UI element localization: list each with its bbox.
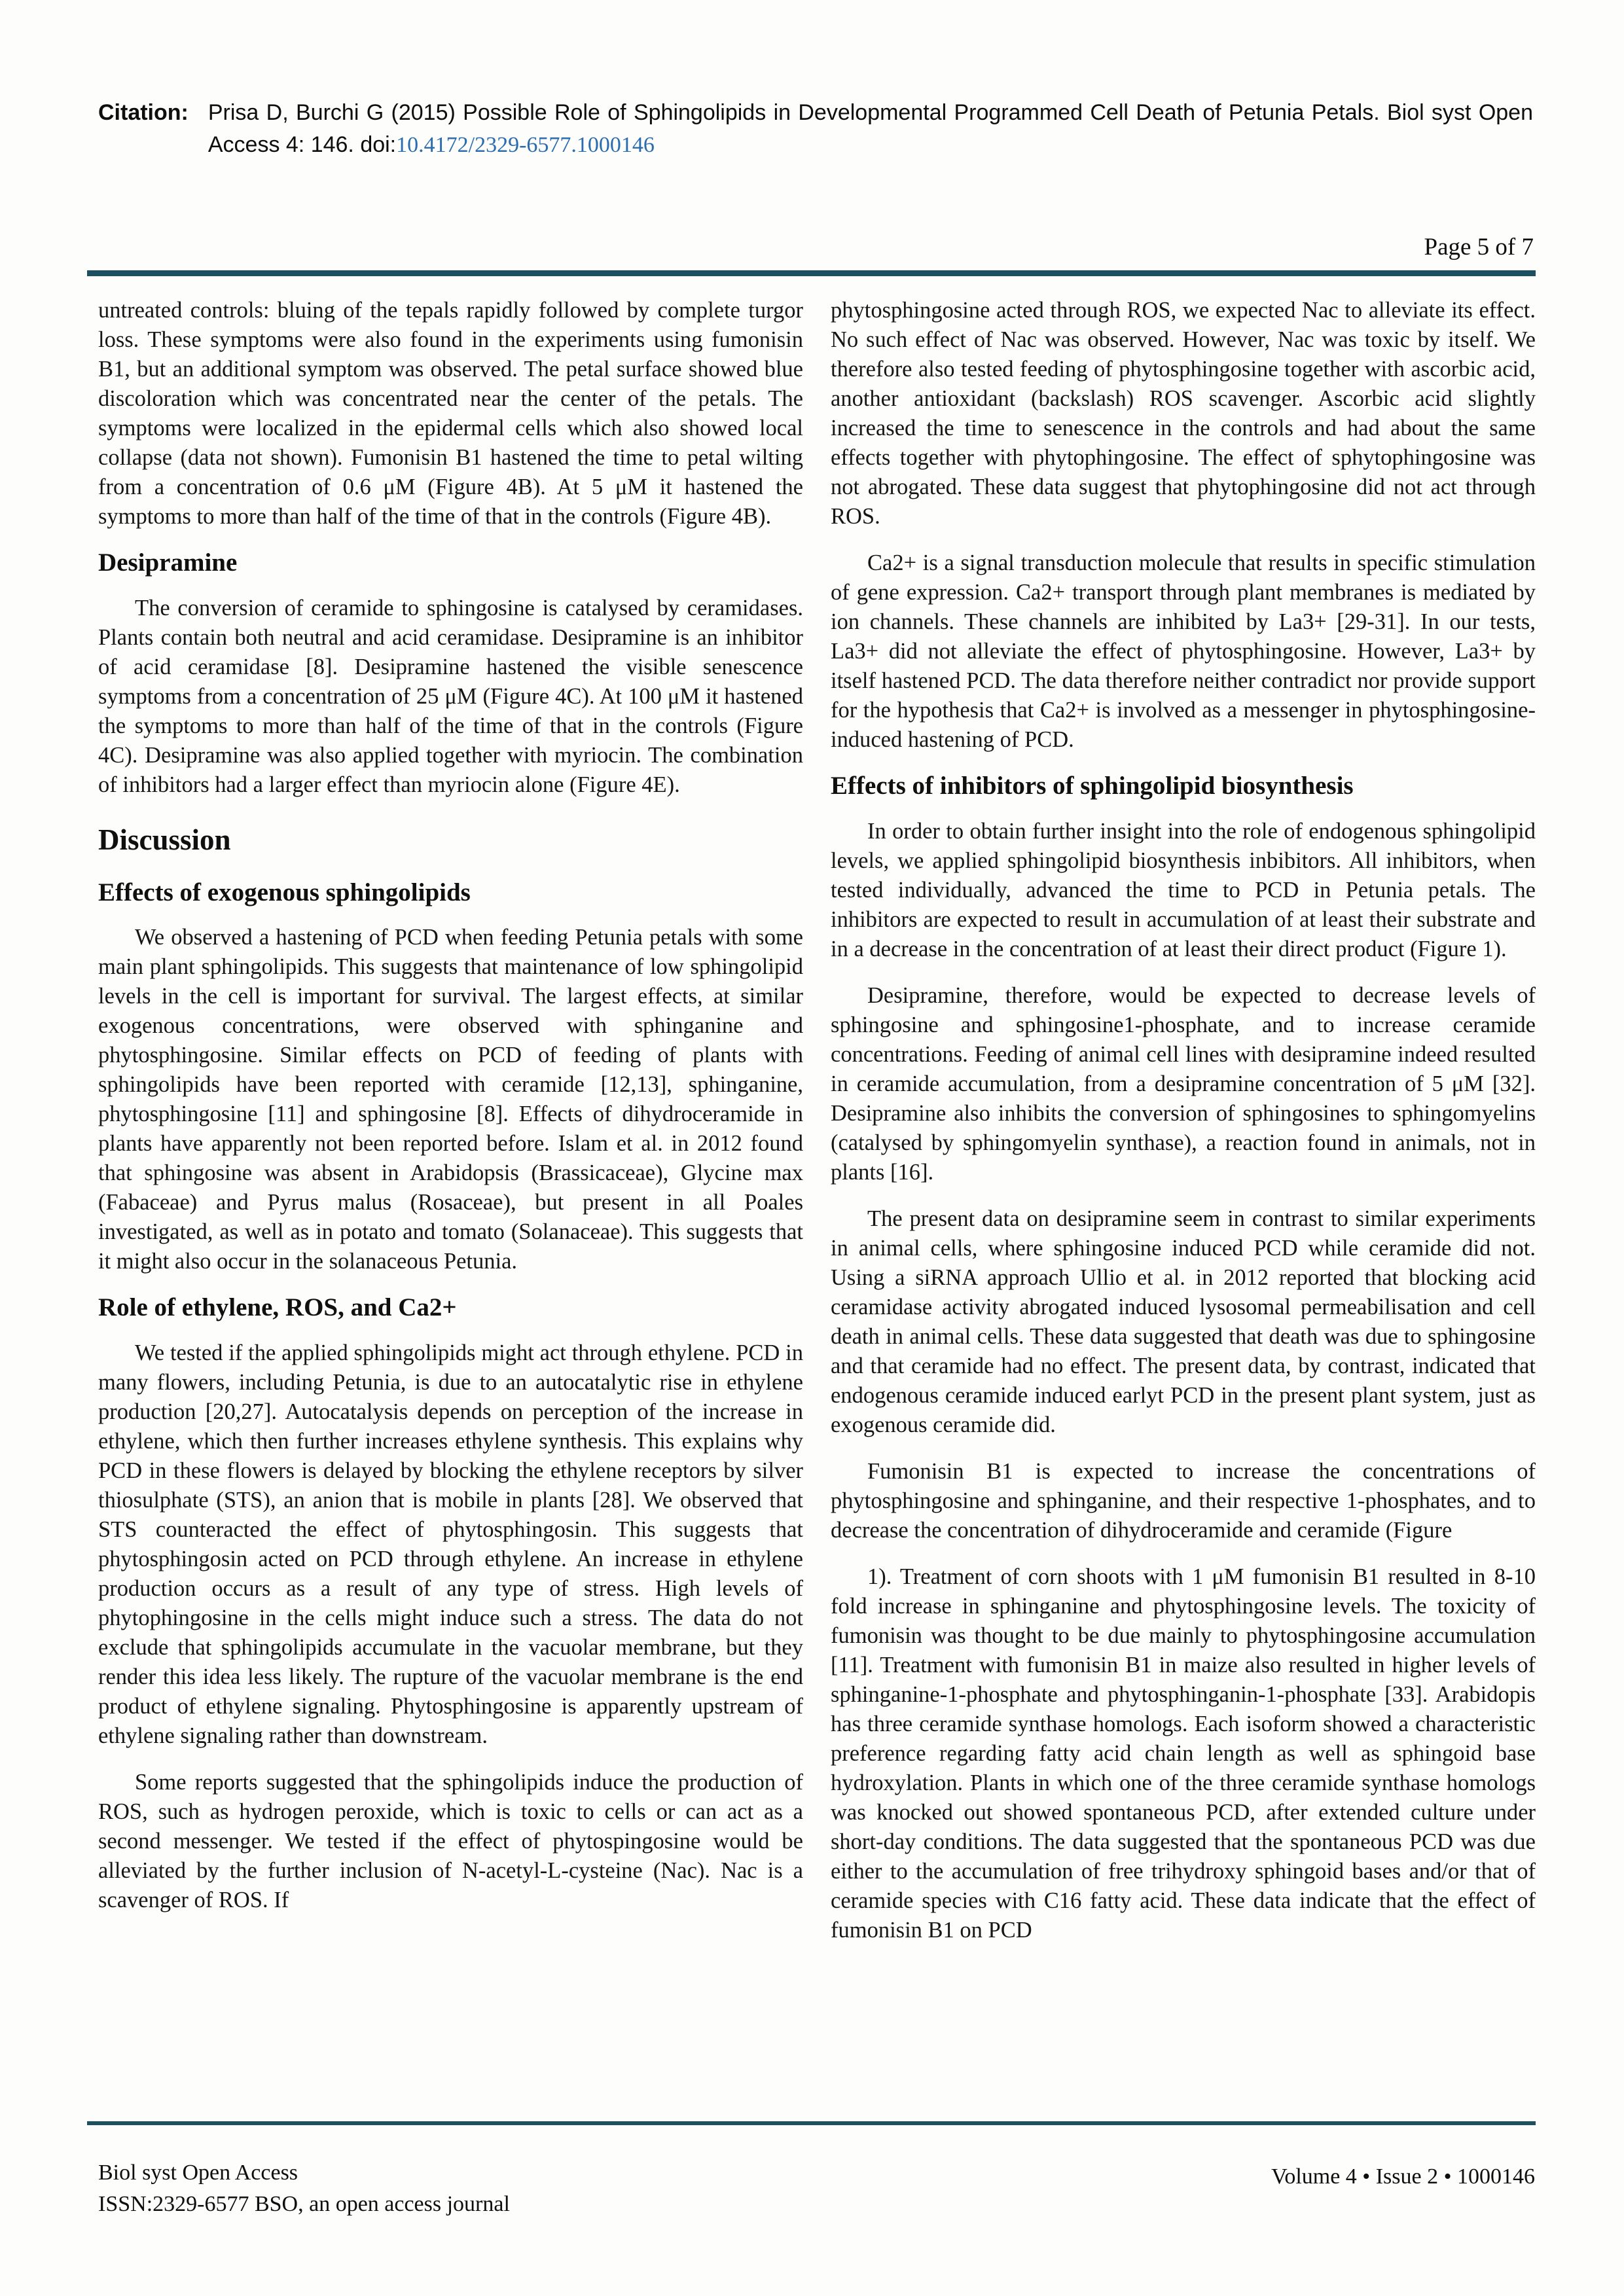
footer-issn: ISSN:2329-6577 BSO, an open access journal (98, 2192, 510, 2217)
paragraph-ros-nac: Some reports suggested that the sphingolipids induce the production of ROS, such as hydrogen peroxide, which is toxic to cells or can act as a second messenger. We tested if the effect of phytospingosine would be alleviated by the further inclusion of N-acetyl-L-cysteine (Nac). Nac is a scavenger of ROS. If (98, 1770, 803, 1913)
article-body (98, 296, 1536, 2121)
paragraph-ca2-signal: Ca2+ is a signal transduction molecule that results in specific stimulation of gene expression. Ca2+ transport through plant membranes is mediated by ion channels. These channels are inhibited by La3+ [29-31]. In our tests, La3+ did not alleviate the effect of phytosphingosine. However, La3+ by itself hastened PCD. The data therefore neither contradict nor provide support for the hypothesis that Ca2+ is involved as a messenger in phytosphingosine-induced hastening of PCD. (831, 550, 1536, 752)
citation (98, 97, 1533, 161)
footer (98, 2157, 1535, 2221)
paragraph-untreated-controls: untreated controls: bluing of the tepals rapidly followed by complete turgor loss. These symptoms were also found in the experiments using fumonisin B1, but an additional symptom was observed. The petal surface showed blue discoloration which was concentrated near the center of the petals. The symptoms were localized in the epidermal cells which also showed local collapse (data not shown). Fumonisin B1 hastened the time to petal wilting from a concentration of 0.6 μM (Figure 4B). At 5 μM it hastened the symptoms to more than half of the time of that in the controls (Figure 4B). (98, 298, 803, 529)
citation-body: Prisa D, Burchi G (2015) Possible Role of Sphingolipids in Developmental Programmed Cell Death of Petunia Petals. Biol syst Open Access 4: 146. doi: (208, 100, 1533, 157)
heading-desipramine: Desipramine (98, 548, 238, 577)
citation-text (208, 97, 1533, 161)
heading-effects-exogenous-sphingolipids: Effects of exogenous sphingolipids (98, 878, 471, 906)
right-column (831, 296, 1536, 2121)
paragraph-exogenous-sphingolipids: We observed a hastening of PCD when feeding Petunia petals with some main plant sphingolipids. This suggests that maintenance of low sphingolipid levels in the cell is important for survival. The largest effects, at similar exogenous concentrations, were observed with sphinganine and phytosphingosine. Similar effects on PCD of feeding of plants with sphingolipids have been reported with ceramide [12,13], sphinganine, phytosphingosine [11] and sphingosine [8]. Effects of dihydroceramide in plants have apparently not been reported before. Islam et al. in 2012 found that sphingosine was absent in Arabidopsis (Brassicaceae), Glycine max (Fabaceae) and Pyrus malus (Rosaceae), but present in all Poales investigated, as well as in potato and tomato (Solanaceae). This suggests that it might also occur in the solanaceous Petunia. (98, 925, 803, 1274)
paragraph-nac-ascorbic: phytosphingosine acted through ROS, we expected Nac to alleviate its effect. No such effect of Nac was observed. However, Nac was toxic by itself. We therefore also tested feeding of phytosphingosine together with ascorbic acid, another antioxidant (backslash) ROS scavenger. Ascorbic acid slightly increased the time to senescence in the controls and had about the same effects together with phytophingosine. The effect of sphytophingosine was not abrogated. These data suggest that phytophingosine did not act through ROS. (831, 298, 1536, 529)
footer-volume-issue: Volume 4 • Issue 2 • 1000146 (1271, 2164, 1535, 2189)
heading-role-ethylene-ros-ca2: Role of ethylene, ROS, and Ca2+ (98, 1293, 457, 1322)
heading-effects-inhibitors-biosynthesis: Effects of inhibitors of sphingolipid biosynthesis (831, 772, 1354, 800)
paragraph-fumonisin-expected: Fumonisin B1 is expected to increase the concentrations of phytosphingosine and sphinganine, and their respective 1-phosphates, and to decrease the concentration of dihydroceramide and ceramide (Figure (831, 1458, 1536, 1543)
paragraph-fumonisin-treatment: 1). Treatment of corn shoots with 1 μM fumonisin B1 resulted in 8-10 fold increase in sphinganine and phytosphingosine levels. The toxicity of fumonisin was thought to be due mainly to phytosphingosine accumulation [11]. Treatment with fumonisin B1 in maize also resulted in higher levels of sphinganine-1-phosphate and phytosphinganin-1-phosphate [33]. Arabidopis has three ceramide synthase homologs. Each isoform showed a characteristic preference regarding fatty acid chain length as well as sphingoid base hydroxylation. Plants in which one of the three ceramide synthase homologs was knocked out showed spontaneous PCD, after extended culture under short-day conditions. The data suggested that the spontaneous PCD was due either to the accumulation of free trihydroxy sphingoid bases and/or that of ceramide species with C16 fatty acid. These data indicate that the effect of fumonisin B1 on PCD (831, 1564, 1536, 1943)
footer-divider-rule (87, 2121, 1536, 2125)
paragraph-ethylene: We tested if the applied sphingolipids might act through ethylene. PCD in many flowers, including Petunia, is due to an autocatalytic rise in ethylene production [20,27]. Autocatalysis depends on perception of the increase in ethylene, which then further increases ethylene synthesis. This explains why PCD in these flowers is delayed by blocking the ethylene receptors by silver thiosulphate (STS), an anion that is mobile in plants [28]. We observed that STS counteracted the effect of phytosphingosin. This suggests that phytosphingosin acted on PCD through ethylene. An increase in ethylene production occurs as a result of any type of stress. High levels of phytophingosine in the cells might induce such a stress. The data do not exclude that sphingolipids accumulate in the vacuolar membrane, but they render this idea less likely. The rupture of the vacuolar membrane is the end product of ethylene signaling. Phytosphingosine is apparently upstream of ethylene signaling rather than downstream. (98, 1340, 803, 1749)
heading-discussion: Discussion (98, 823, 231, 856)
footer-journal-name: Biol syst Open Access (98, 2161, 298, 2185)
footer-journal-block (98, 2157, 510, 2221)
paragraph-inhibitors: In order to obtain further insight into the role of endogenous sphingolipid levels, we applied sphingolipid biosynthesis inbibitors. All inhibitors, when tested individually, advanced the time to PCD in Petunia petals. The inhibitors are expected to result in accumulation of at least their substrate and in a decrease in the concentration of at least their direct product (Figure 1). (831, 818, 1536, 961)
doi-link[interactable]: 10.4172/2329-6577.1000146 (396, 132, 655, 157)
citation-label: Citation: (98, 100, 189, 125)
paragraph-desipramine: The conversion of ceramide to sphingosine is catalysed by ceramidases. Plants contain both neutral and acid ceramidase. Desipramine is an inhibitor of acid ceramidase [8]. Desipramine hastened the visible senescence symptoms from a concentration of 25 μM (Figure 4C). At 100 μM it hastened the symptoms to more than half of the time of that in the controls (Figure 4C). Desipramine was also applied together with myriocin. The combination of inhibitors had a larger effect than myriocin alone (Figure 4E). (98, 595, 803, 797)
left-column (98, 296, 803, 2121)
header-divider-rule (87, 270, 1536, 276)
paragraph-desipramine-expected: Desipramine, therefore, would be expected to decrease levels of sphingosine and sphingosine1-phosphate, and to increase ceramide concentrations. Feeding of animal cell lines with desipramine indeed resulted in ceramide accumulation, from a desipramine concentration of 5 μM [32]. Desipramine also inhibits the conversion of sphingosines to sphingomyelins (catalysed by sphingomyelin synthase), a reaction found in animals, not in plants [16]. (831, 982, 1536, 1185)
page-number-label: Page 5 of 7 (1424, 234, 1534, 260)
paragraph-desipramine-contrast: The present data on desipramine seem in contrast to similar experiments in animal cells, where sphingosine induced PCD while ceramide did not. Using a siRNA approach Ullio et al. in 2012 reported that blocking acid ceramidase activity abrogated induced lysosomal permeabilisation and cell death in animal cells. These data suggested that death was due to sphingosine and that ceramide had no effect. The present data, by contrast, indicated that endogenous ceramide induced earlyt PCD in the present plant system, just as exogenous ceramide did. (831, 1206, 1536, 1437)
